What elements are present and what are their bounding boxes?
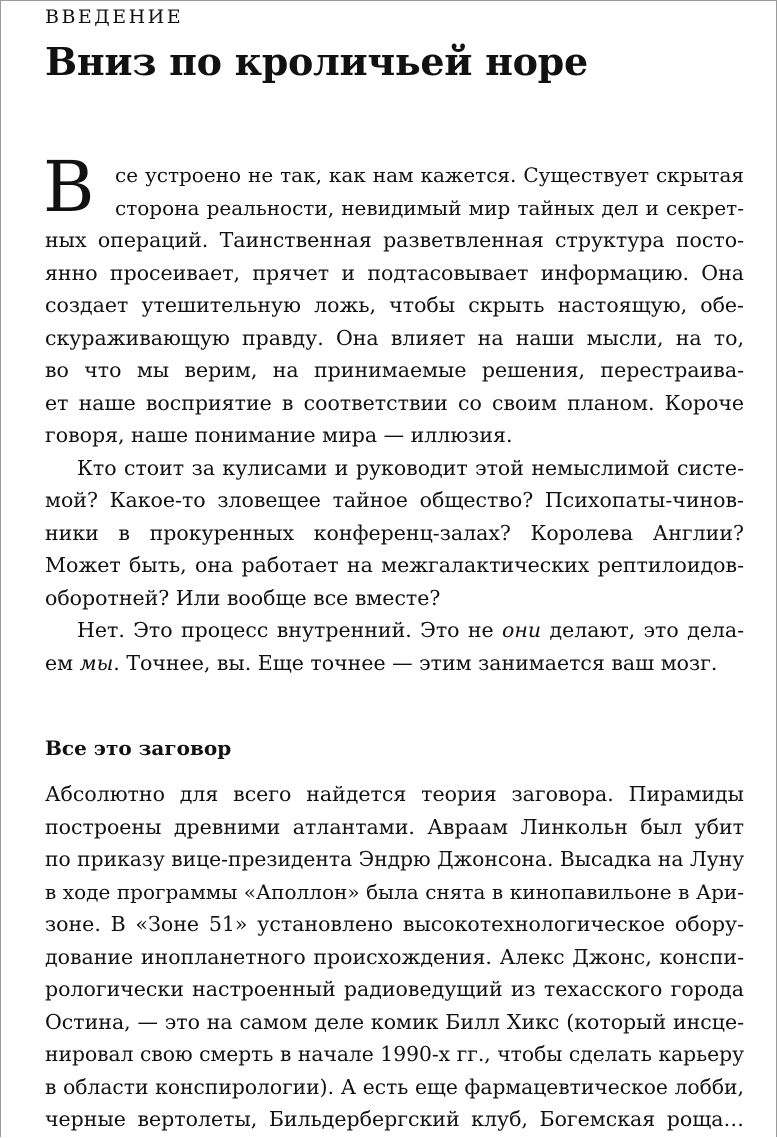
text-run: ем	[45, 650, 80, 675]
paragraph-line: янно просеивает, прячет и подтасовывает информацию. Она	[45, 260, 744, 285]
paragraph-line: черные вертолеты, Бильдербергский клуб, Богемская роща…	[45, 1107, 744, 1131]
emphasis-text: мы	[79, 650, 114, 675]
paragraph-line: Остина, — это на самом деле комик Билл Хикс (который инсце-	[45, 1009, 744, 1034]
paragraph-line: по приказу вице-президента Эндрю Джонсона. Высадка на Луну	[45, 847, 745, 871]
paragraph-line	[45, 647, 744, 680]
paragraph-line: построены древними атлантами. Авраам Линкольн был убит	[45, 814, 744, 839]
paragraph-line: дование инопланетного происхождения. Алекс Джонс, конспи-	[45, 944, 744, 969]
paragraph-line: Может быть, она работает на межгалактических рептилоидов-	[45, 553, 744, 577]
paragraph-line: се устроено не так, как нам кажется. Существует скрытая	[115, 163, 744, 187]
text-run: Нет. Это процесс внутренний. Это не	[77, 618, 503, 642]
paragraph-line: ники в прокуренных конференц-залах? Королева Англии?	[45, 520, 744, 545]
paragraph-line: зоне. В «Зоне 51» установлено высокотехнологическое обору-	[45, 912, 744, 936]
paragraph-line: ных операций. Таинственная разветвленная структура посто-	[45, 228, 744, 252]
text-run: . Точнее, вы. Еще точнее — этим занимается ваш мозг.	[113, 650, 718, 675]
text-run: делают, это дела-	[541, 618, 745, 642]
paragraph-line: оборотней? Или вообще все вместе?	[45, 585, 441, 610]
paragraph-line: ет наше восприятие в соответствии со своим планом. Короче	[45, 390, 744, 415]
paragraph-line: Кто стоит за кулисами и руководит этой немыслимой систе-	[77, 455, 744, 480]
paragraph-line: рологически настроенный радиоведущий из техасского города	[45, 977, 744, 1001]
chapter-title: Вниз по кроличьей норе	[45, 39, 588, 84]
paragraph-line: сторона реальности, невидимый мир тайных дел и секрет-	[115, 195, 744, 220]
paragraph-line: во что мы верим, на принимаемые решения, перестраива-	[45, 358, 744, 382]
emphasis-text: они	[502, 618, 542, 642]
paragraph-line: в области конспирологии). А есть еще фармацевтическое лобби,	[45, 1074, 744, 1099]
paragraph-line: нировал свою смерть в начале 1990-х гг., чтобы сделать карьеру	[45, 1042, 744, 1066]
paragraph-line: создает утешительную ложь, чтобы скрыть настоящую, обе-	[45, 293, 744, 317]
paragraph-line: мой? Какое-то зловещее тайное общество? Психопаты-чинов-	[45, 488, 744, 512]
paragraph-line: в ходе программы «Аполлон» была снята в кинопавильоне в Ари-	[45, 879, 744, 904]
paragraph-line: скураживающую правду. Она влияет на наши мысли, на то,	[45, 325, 744, 350]
section-heading: Все это заговор	[45, 736, 232, 760]
paragraph-line: Абсолютно для всего найдется теория заговора. Пирамиды	[45, 782, 744, 806]
chapter-label: ВВЕДЕНИЕ	[45, 6, 184, 28]
drop-cap: В	[43, 146, 95, 228]
paragraph-line	[45, 614, 744, 647]
paragraph-line: говоря, наше понимание мира — иллюзия.	[45, 423, 513, 447]
